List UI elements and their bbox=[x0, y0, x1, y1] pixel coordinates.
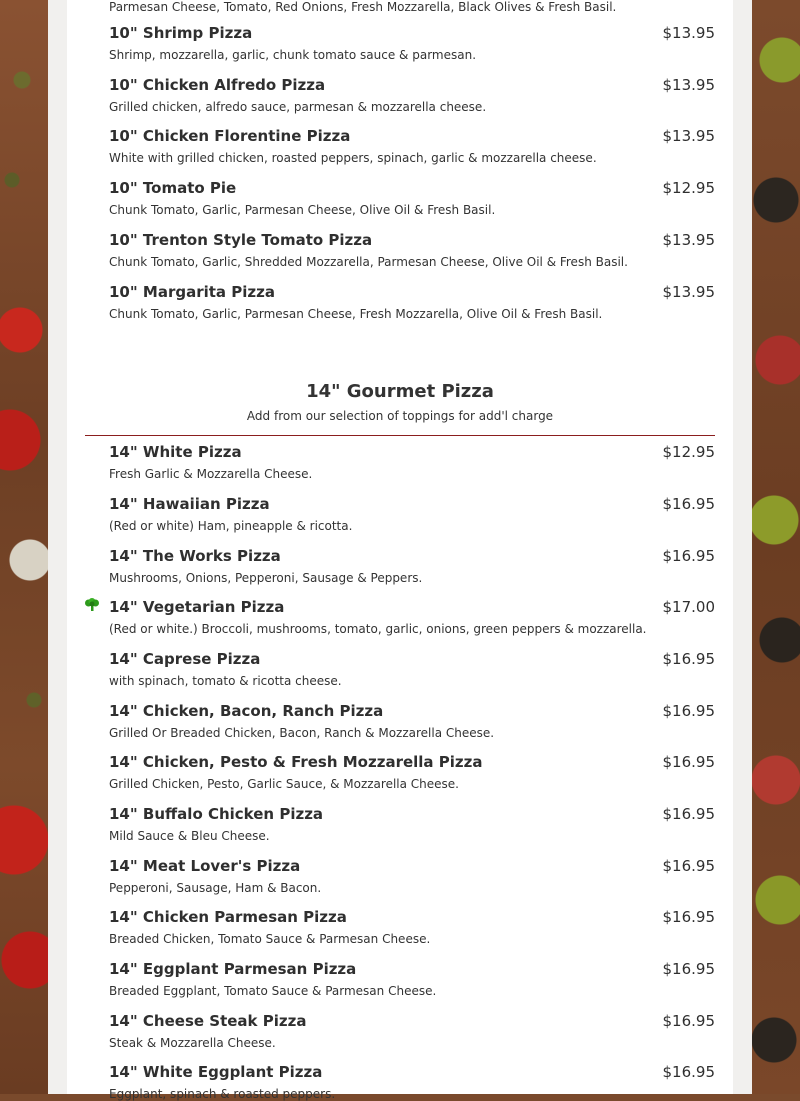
section-subtitle: Add from our selection of toppings for add'l charge bbox=[246, 409, 554, 423]
menu-item-name[interactable]: 14" White Eggplant Pizza bbox=[109, 1063, 323, 1081]
menu-item-price: $16.95 bbox=[662, 495, 715, 513]
menu-item-description: Mild Sauce & Bleu Cheese. bbox=[109, 829, 270, 843]
menu-item-description: Breaded Chicken, Tomato Sauce & Parmesan Cheese. bbox=[109, 932, 431, 946]
menu-item-description: Parmesan Cheese, Tomato, Red Onions, Fresh Mozzarella, Black Olives & Fresh Basil. bbox=[109, 0, 617, 14]
menu-item-description: Breaded Eggplant, Tomato Sauce & Parmesan Cheese. bbox=[109, 984, 437, 998]
menu-item-name[interactable]: 10" Trenton Style Tomato Pizza bbox=[109, 231, 373, 249]
menu-item-name[interactable]: 10" Chicken Florentine Pizza bbox=[109, 127, 351, 145]
menu-item-name[interactable]: 14" Meat Lover's Pizza bbox=[109, 857, 301, 875]
menu-item-name[interactable]: 14" Caprese Pizza bbox=[109, 650, 261, 668]
menu-item-price: $16.95 bbox=[662, 753, 715, 771]
menu-item-name[interactable]: 10" Margarita Pizza bbox=[109, 283, 275, 301]
menu-item-description: Mushrooms, Onions, Pepperoni, Sausage & Peppers. bbox=[109, 571, 423, 585]
menu-item-name[interactable]: 14" Cheese Steak Pizza bbox=[109, 1012, 307, 1030]
menu-item-name[interactable]: 14" Chicken, Pesto & Fresh Mozzarella Pizza bbox=[109, 753, 483, 771]
menu-item-description: Pepperoni, Sausage, Ham & Bacon. bbox=[109, 881, 322, 895]
menu-item-description: Chunk Tomato, Garlic, Shredded Mozzarella, Parmesan Cheese, Olive Oil & Fresh Basil. bbox=[109, 255, 628, 269]
vegetarian-broccoli-icon bbox=[84, 598, 100, 612]
menu-item-description: Grilled Chicken, Pesto, Garlic Sauce, & Mozzarella Cheese. bbox=[109, 777, 459, 791]
menu-item-description: Chunk Tomato, Garlic, Parmesan Cheese, Olive Oil & Fresh Basil. bbox=[109, 203, 496, 217]
menu-item-name[interactable]: 10" Tomato Pie bbox=[109, 179, 237, 197]
menu-item-price: $16.95 bbox=[662, 1063, 715, 1081]
menu-item-price: $13.95 bbox=[662, 283, 715, 301]
menu-item-description: Grilled chicken, alfredo sauce, parmesan & mozzarella cheese. bbox=[109, 100, 487, 114]
decorative-background-left bbox=[0, 0, 48, 1094]
menu-item-price: $13.95 bbox=[662, 127, 715, 145]
menu-item-price: $16.95 bbox=[662, 805, 715, 823]
menu-item-description: White with grilled chicken, roasted peppers, spinach, garlic & mozzarella cheese. bbox=[109, 151, 597, 165]
menu-item-name[interactable]: 14" The Works Pizza bbox=[109, 547, 281, 565]
section-divider bbox=[85, 435, 715, 436]
menu-item-description: Chunk Tomato, Garlic, Parmesan Cheese, Fresh Mozzarella, Olive Oil & Fresh Basil. bbox=[109, 307, 603, 321]
menu-item-price: $16.95 bbox=[662, 1012, 715, 1030]
menu-item-price: $13.95 bbox=[662, 76, 715, 94]
menu-item-price: $16.95 bbox=[662, 650, 715, 668]
menu-item-name[interactable]: 14" Vegetarian Pizza bbox=[109, 598, 285, 616]
menu-item-name[interactable]: 14" Hawaiian Pizza bbox=[109, 495, 270, 513]
menu-item-price: $12.95 bbox=[662, 179, 715, 197]
section-title: 14" Gourmet Pizza bbox=[306, 381, 494, 402]
menu-item-price: $16.95 bbox=[662, 547, 715, 565]
menu-item-price: $17.00 bbox=[662, 598, 715, 616]
menu-item-name[interactable]: 10" Chicken Alfredo Pizza bbox=[109, 76, 326, 94]
menu-item-price: $16.95 bbox=[662, 908, 715, 926]
menu-item-name[interactable]: 10" Shrimp Pizza bbox=[109, 24, 253, 42]
menu-item-price: $12.95 bbox=[662, 443, 715, 461]
menu-item-description: Grilled Or Breaded Chicken, Bacon, Ranch & Mozzarella Cheese. bbox=[109, 726, 495, 740]
menu-item-description: Shrimp, mozzarella, garlic, chunk tomato sauce & parmesan. bbox=[109, 48, 477, 62]
menu-item-description: Steak & Mozzarella Cheese. bbox=[109, 1036, 276, 1050]
menu-item-name[interactable]: 14" White Pizza bbox=[109, 443, 242, 461]
menu-item-price: $16.95 bbox=[662, 702, 715, 720]
menu-item-description: with spinach, tomato & ricotta cheese. bbox=[109, 674, 342, 688]
menu-item-name[interactable]: 14" Chicken, Bacon, Ranch Pizza bbox=[109, 702, 384, 720]
menu-item-price: $13.95 bbox=[662, 24, 715, 42]
menu-item-name[interactable]: 14" Eggplant Parmesan Pizza bbox=[109, 960, 357, 978]
decorative-background-right bbox=[752, 0, 800, 1094]
menu-item-description: Eggplant, spinach & roasted peppers. bbox=[109, 1087, 336, 1101]
menu-item-name[interactable]: 14" Buffalo Chicken Pizza bbox=[109, 805, 324, 823]
menu-item-description: Fresh Garlic & Mozzarella Cheese. bbox=[109, 467, 313, 481]
menu-item-description: (Red or white.) Broccoli, mushrooms, tomato, garlic, onions, green peppers & mozzarella. bbox=[109, 622, 647, 636]
menu-item-price: $16.95 bbox=[662, 960, 715, 978]
menu-item-name[interactable]: 14" Chicken Parmesan Pizza bbox=[109, 908, 347, 926]
menu-item-description: (Red or white) Ham, pineapple & ricotta. bbox=[109, 519, 353, 533]
menu-item-price: $13.95 bbox=[662, 231, 715, 249]
menu-item-price: $16.95 bbox=[662, 857, 715, 875]
